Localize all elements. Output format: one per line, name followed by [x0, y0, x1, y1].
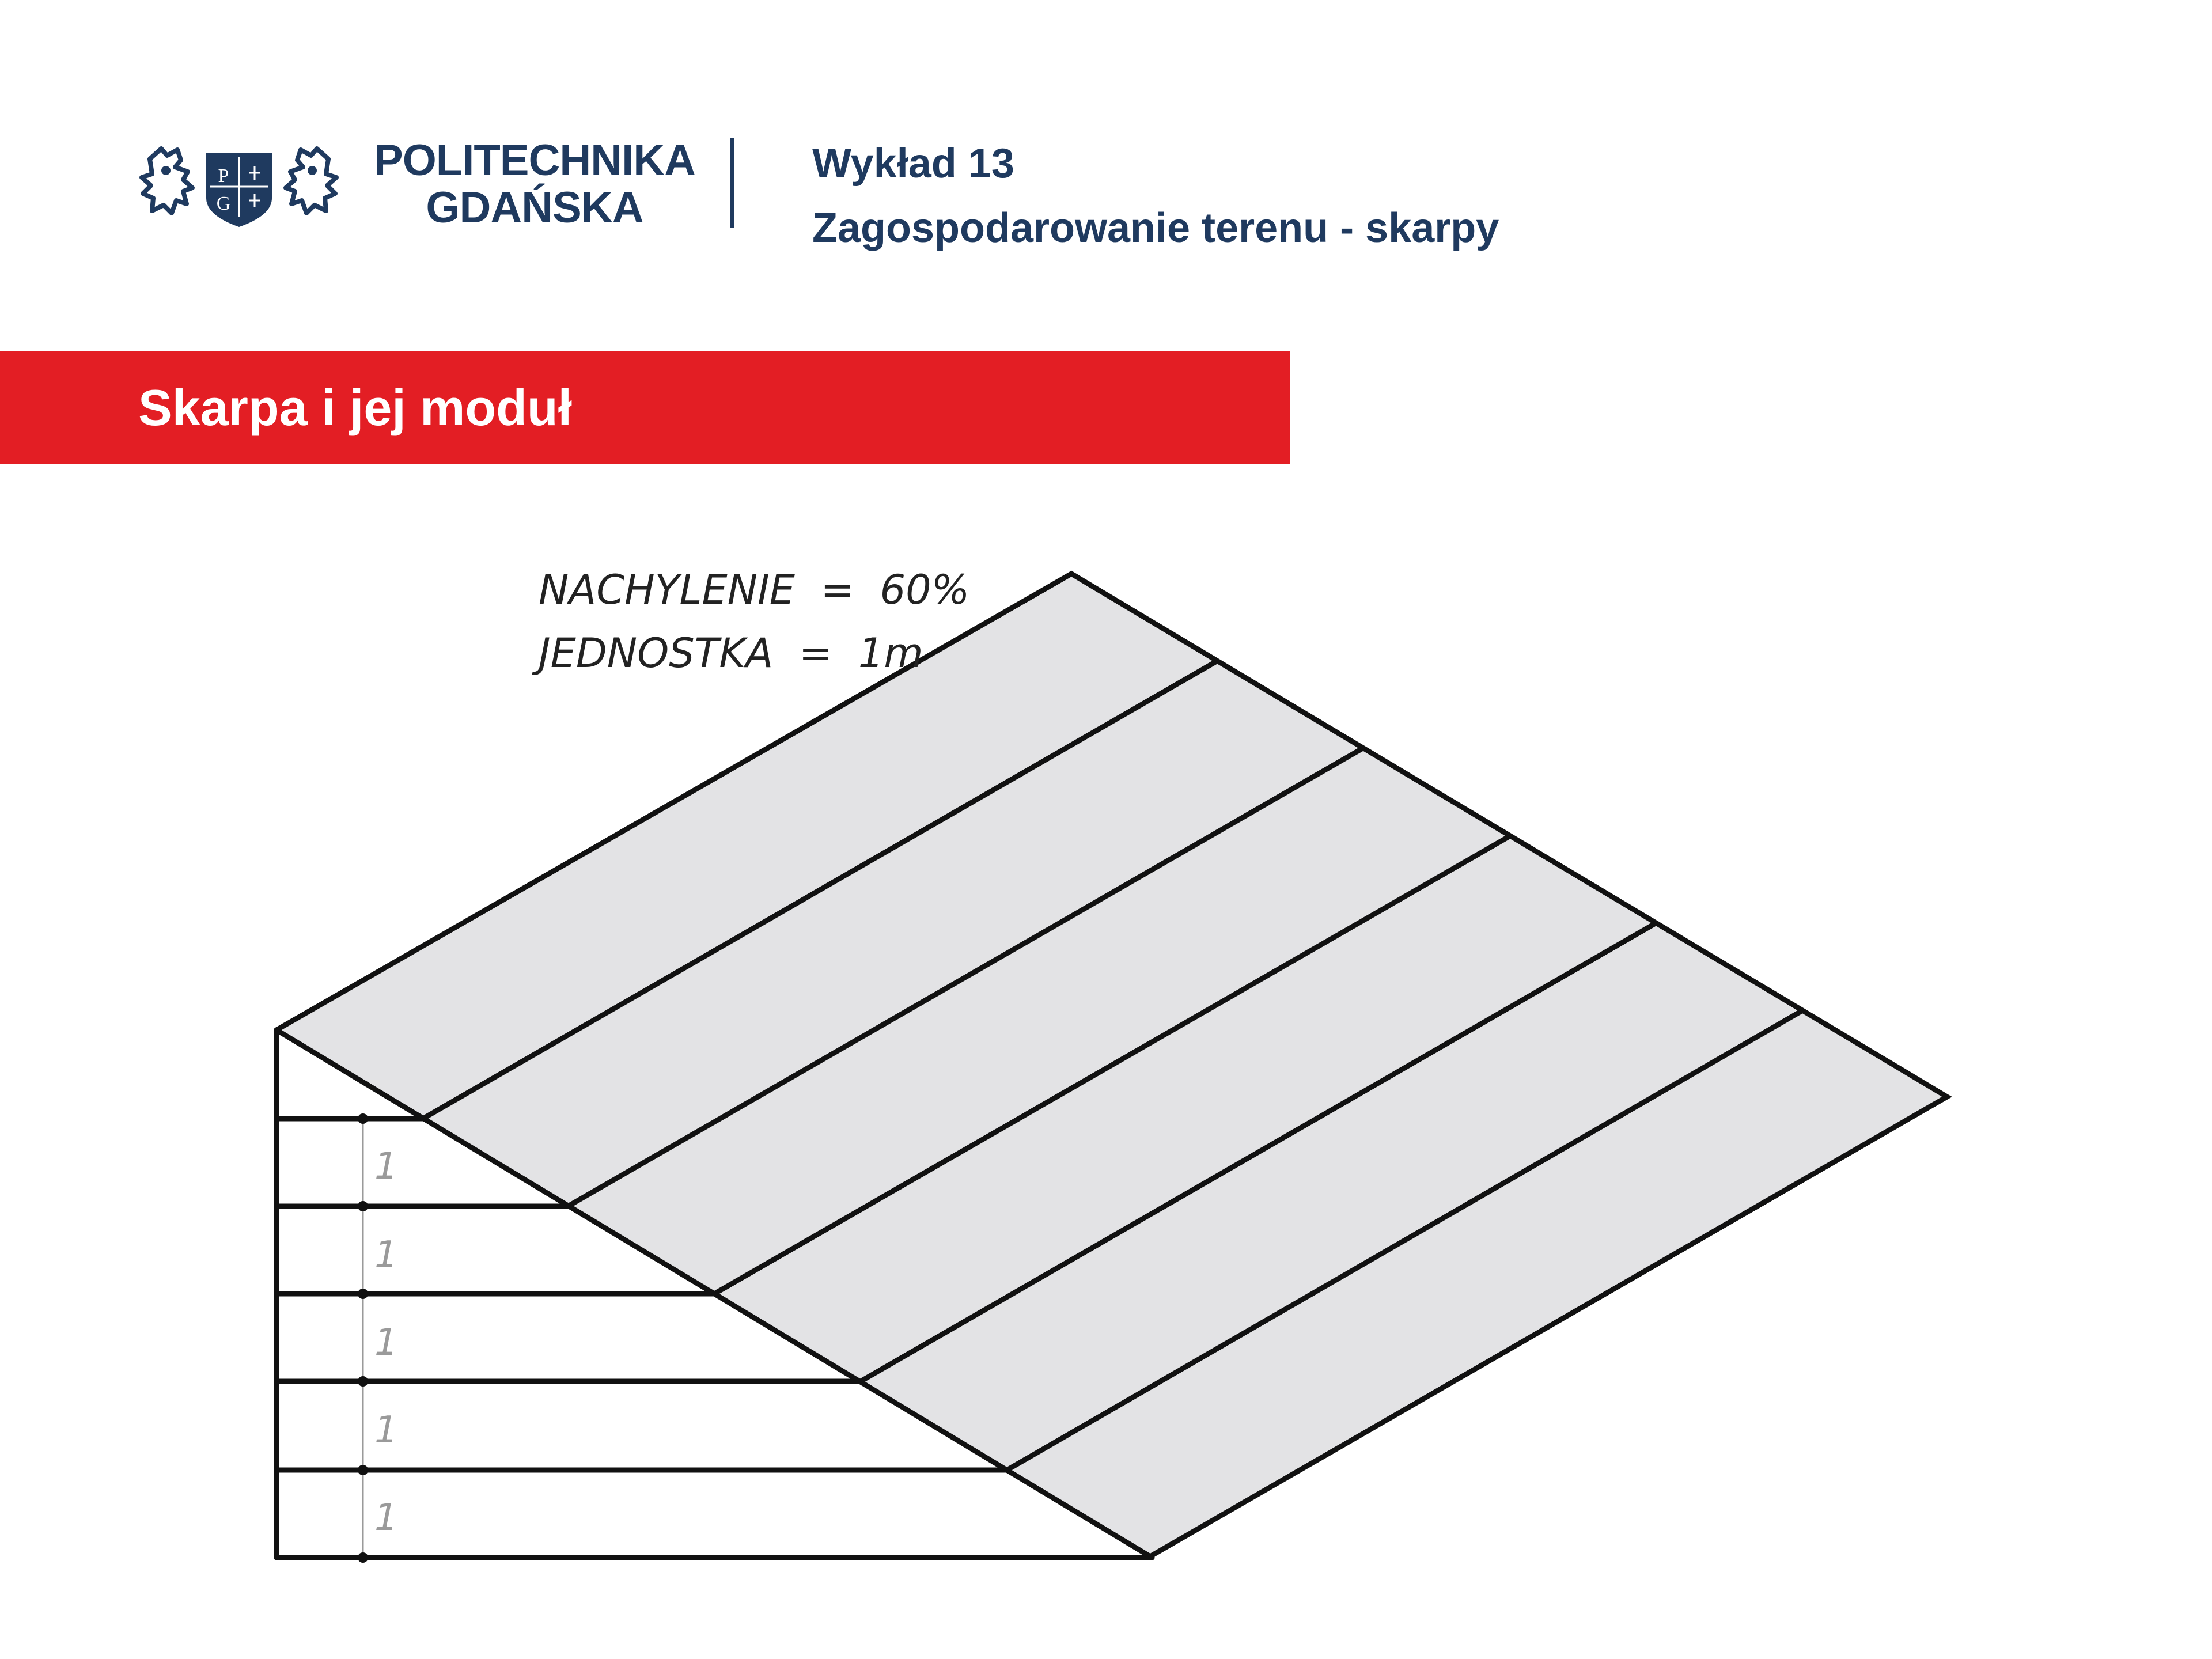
module-label-4: 1: [374, 1409, 398, 1452]
module-label-5: 1: [374, 1497, 398, 1539]
university-name-line2: GDAŃSKA: [426, 183, 643, 232]
tick-dot: [358, 1113, 368, 1124]
lecture-number: Wykład 13: [812, 141, 1014, 187]
tick-dot: [358, 1289, 368, 1299]
logo-letter-g: G: [216, 193, 231, 214]
tick-dot: [358, 1201, 368, 1211]
module-label-2: 1: [374, 1234, 398, 1277]
module-label-1: 1: [374, 1145, 398, 1188]
lecture-title: Zagospodarowanie terenu - skarpy: [812, 205, 1499, 251]
tick-dot: [358, 1376, 368, 1387]
university-name-line1: POLITECHNIKA: [374, 136, 695, 185]
module-label-3: 1: [374, 1321, 398, 1364]
logo-letter-p: P: [218, 165, 229, 187]
tick-dot: [358, 1465, 368, 1475]
slope-label: NACHYLENIE = 60%: [539, 566, 970, 613]
section-title: Skarpa i jej moduł: [138, 379, 573, 436]
unit-label: JEDNOSTKA = 1m: [539, 630, 923, 677]
tick-dot: [358, 1552, 368, 1563]
